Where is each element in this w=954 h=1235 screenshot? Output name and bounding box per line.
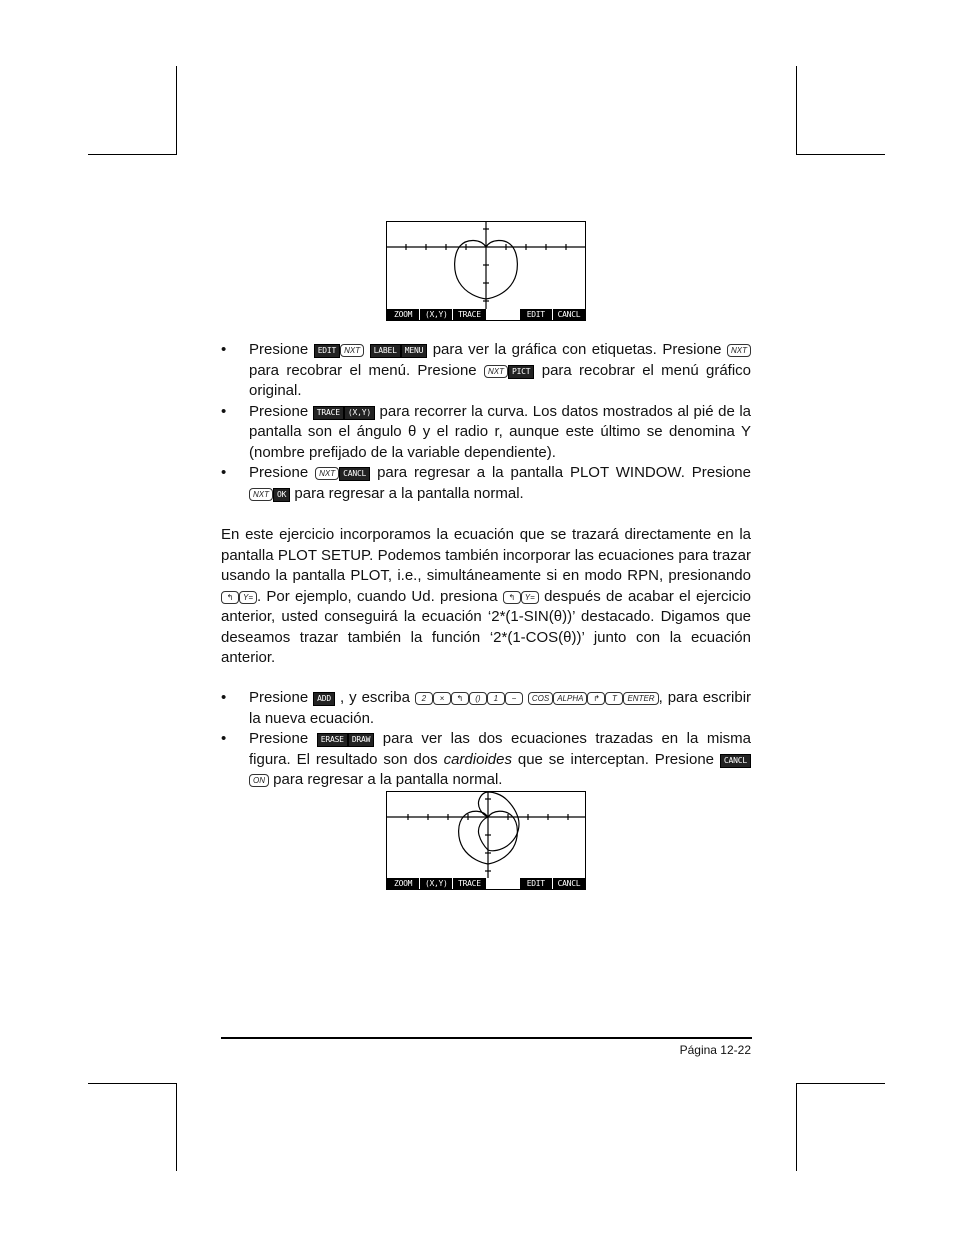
softkey-cancl[interactable]: CANCL xyxy=(553,878,585,889)
item-text: para escribir la nueva ecuación. xyxy=(249,689,752,727)
bullet-glyph: • xyxy=(221,402,227,420)
item-text: para recobrar el menú gráfico original. xyxy=(249,361,752,399)
key-y-equals[interactable]: Y= xyxy=(521,591,539,604)
key-t[interactable]: T xyxy=(605,692,623,705)
item-text: para regresar a la pantalla normal. xyxy=(273,771,503,788)
key-nxt[interactable]: NXT xyxy=(340,344,364,357)
crop-mark xyxy=(88,154,177,155)
crop-mark xyxy=(796,1083,885,1084)
softmenu-bar-2 xyxy=(387,878,585,889)
softkey-blank xyxy=(487,878,519,889)
key-left-shift[interactable]: ↰ xyxy=(503,591,521,604)
item-text: Presione xyxy=(249,341,309,358)
calculator-screen-1 xyxy=(386,221,586,321)
key-alpha[interactable]: ALPHA xyxy=(553,692,587,705)
key-cos[interactable]: COS xyxy=(528,692,553,705)
softmenu-bar-1 xyxy=(387,309,585,320)
key-y-equals[interactable]: Y= xyxy=(239,591,257,604)
key-menu[interactable]: MENU xyxy=(401,344,427,358)
key-2[interactable]: 2 xyxy=(415,692,433,705)
softkey-trace[interactable]: TRACE xyxy=(453,878,485,889)
calculator-screen-2 xyxy=(386,791,586,890)
polar-plot-double xyxy=(387,792,585,878)
crop-mark xyxy=(796,154,885,155)
page-number: Página 12-22 xyxy=(679,1043,751,1057)
key-multiply[interactable]: × xyxy=(433,692,451,705)
key-ok[interactable]: OK xyxy=(273,488,290,502)
list-item xyxy=(221,463,751,504)
item-text: para ver la gráfica con etiquetas. Presione xyxy=(432,341,722,358)
key-draw[interactable]: DRAW xyxy=(348,733,374,747)
softkey-edit[interactable]: EDIT xyxy=(520,878,552,889)
key-add[interactable]: ADD xyxy=(313,692,335,706)
list-item xyxy=(221,402,751,464)
item-text: Presione xyxy=(249,464,309,481)
crop-mark xyxy=(176,66,177,154)
cardioid-cos xyxy=(478,792,519,851)
bullet-glyph: • xyxy=(221,689,227,706)
crop-mark xyxy=(796,66,797,154)
item-text: para regresar a la pantalla PLOT WINDOW. Presione xyxy=(377,464,751,481)
softkey-blank xyxy=(487,309,519,320)
item-text: Presione xyxy=(249,730,309,747)
item-text: para regresar a la pantalla normal. xyxy=(294,484,524,502)
softkey-cancl[interactable]: CANCL xyxy=(553,309,585,320)
item-text: Presione xyxy=(249,402,309,420)
softkey-edit[interactable]: EDIT xyxy=(520,309,552,320)
key-right-shift[interactable]: ↱ xyxy=(587,692,605,705)
key-nxt[interactable]: NXT xyxy=(249,488,273,501)
key-nxt[interactable]: NXT xyxy=(484,365,508,378)
key-cancl[interactable]: CANCL xyxy=(339,467,370,481)
bullet-glyph: • xyxy=(221,341,227,358)
key-nxt[interactable]: NXT xyxy=(315,467,339,480)
item-text: , y escriba xyxy=(340,689,410,706)
key-erase[interactable]: ERASE xyxy=(317,733,348,747)
list-item xyxy=(221,729,751,791)
key-pict[interactable]: PICT xyxy=(508,365,534,379)
key-label[interactable]: LABEL xyxy=(370,344,401,358)
list-item: • Presione ADD , y escriba 2 × ↰ () 1 − COS ALPHA ↱ T ENTER , para escribir la nueva ecuación. xyxy=(221,689,752,727)
softkey-xy[interactable]: (X,Y) xyxy=(420,309,452,320)
key-parentheses[interactable]: () xyxy=(469,692,487,705)
emphasis-text: cardioides xyxy=(443,750,512,768)
key-edit[interactable]: EDIT xyxy=(314,344,340,358)
item-text: para recorrer la curva. Los datos mostrados al pié de la pantalla son el ángulo θ y el radio r, aunque este último se denomina Y (nombre prefijado de la variable dependiente). xyxy=(249,402,752,461)
key-left-shift[interactable]: ↰ xyxy=(451,692,469,705)
footer-rule xyxy=(221,1037,752,1039)
softkey-zoom[interactable]: ZOOM xyxy=(387,309,419,320)
key-trace[interactable]: TRACE xyxy=(313,406,344,420)
item-text: que se interceptan. Presione xyxy=(517,750,715,768)
item-text: para ver las dos ecuaciones trazadas en la misma figura. El resultado son dos xyxy=(249,730,751,768)
polar-plot-single xyxy=(387,222,585,309)
softkey-xy[interactable]: (X,Y) xyxy=(420,878,452,889)
key-cancl[interactable]: CANCL xyxy=(720,754,751,768)
bullet-glyph: • xyxy=(221,464,227,481)
item-text: para recobrar el menú. Presione xyxy=(249,361,477,379)
item-text: Presione xyxy=(249,689,309,706)
key-nxt[interactable]: NXT xyxy=(727,344,751,357)
key-on[interactable]: ON xyxy=(249,774,269,787)
body-paragraph: En este ejercicio incorporamos la ecuación que se trazará directamente en la pantalla PLOT SETUP. Podemos también incorporar las ecuaciones para trazar usando la pantalla PLOT, i.e., simultáneamente si en modo RPN, presionando ↰ Y= . Por ejemplo, cuando Ud. presiona ↰ Y= después de acabar el ejercicio anterior, usted conseguirá la ecuación ‘2*(1-SIN(θ))’ destacado. Digamos que deseamos trazar también la función ‘2*(1-COS(θ))’ junto con la ecuación anterior. xyxy=(221,526,751,666)
list-item xyxy=(221,340,751,402)
key-left-shift[interactable]: ↰ xyxy=(221,591,239,604)
key-xy[interactable]: (X,Y) xyxy=(344,406,375,420)
bullet-glyph: • xyxy=(221,730,227,747)
key-enter[interactable]: ENTER xyxy=(623,692,658,705)
key-minus[interactable]: − xyxy=(505,692,523,705)
crop-mark xyxy=(796,1083,797,1171)
crop-mark xyxy=(176,1083,177,1171)
key-1[interactable]: 1 xyxy=(487,692,505,705)
bullet-list-1 xyxy=(221,340,751,504)
bullet-list-2 xyxy=(221,688,751,791)
crop-mark xyxy=(88,1083,177,1084)
softkey-zoom[interactable]: ZOOM xyxy=(387,878,419,889)
softkey-trace[interactable]: TRACE xyxy=(453,309,485,320)
